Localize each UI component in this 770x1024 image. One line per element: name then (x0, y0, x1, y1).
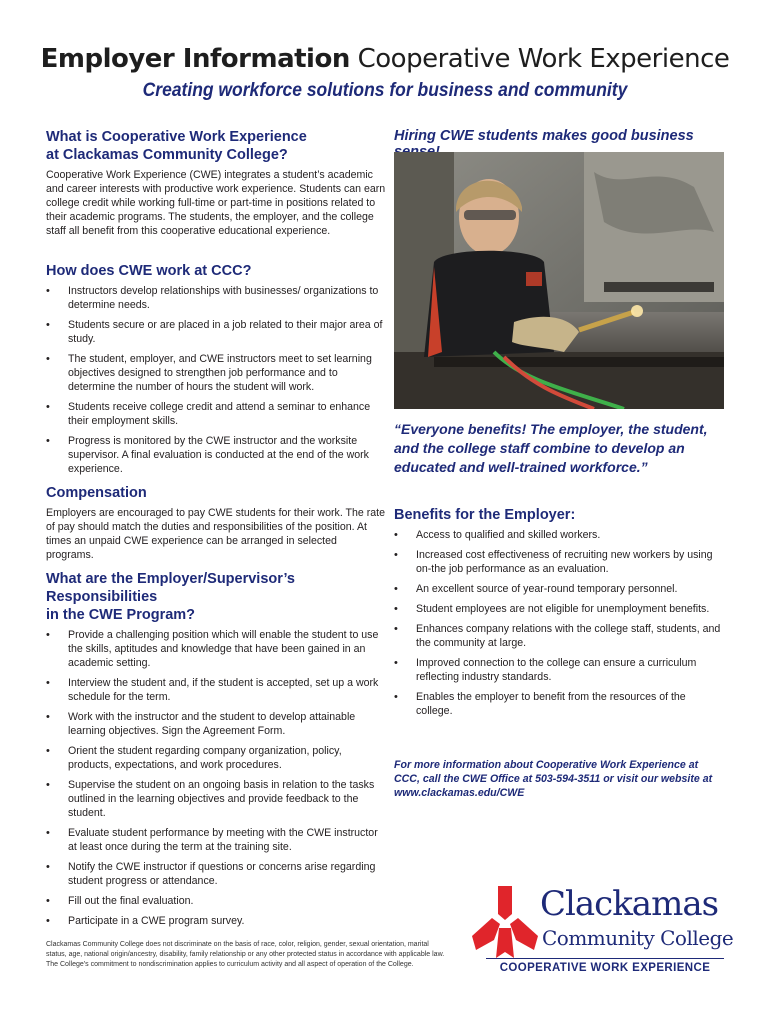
employer-benefits-list (394, 528, 724, 718)
employer-benefits-section (394, 506, 724, 724)
logo-divider (486, 958, 724, 959)
list-item: • Interview the student and, if the student is accepted, set up a work schedule for the term. (46, 676, 386, 704)
list-item: • Fill out the final evaluation. (46, 894, 386, 908)
responsibilities-heading-line2: in the CWE Program? (46, 607, 196, 623)
title-bold: Employer Information (40, 44, 350, 74)
page-subtitle: Creating workforce solutions for business and community (142, 80, 628, 101)
page-title (0, 44, 770, 74)
how-cwe-works-section (46, 262, 386, 482)
list-item: • Access to qualified and skilled workers. (394, 528, 724, 542)
testimonial-quote: “Everyone benefits! The employer, the student, and the college staff combine to develop an educated and well-trained workforce.” (394, 421, 708, 475)
logo-tagline: COOPERATIVE WORK EXPERIENCE (499, 962, 711, 974)
list-item: • Student employees are not eligible for unemployment benefits. (394, 602, 724, 616)
compensation-heading: Compensation (46, 485, 147, 501)
list-item: • Increased cost effectiveness of recruiting new workers by using on-the job performance as an evaluation. (394, 548, 724, 576)
list-item: • Instructors develop relationships with businesses/ organizations to determine needs. (46, 284, 386, 312)
what-heading-line2: at Clackamas Community College? (46, 147, 288, 163)
how-cwe-works-heading: How does CWE work at CCC? (46, 263, 252, 279)
compensation-section (46, 484, 386, 562)
list-item: • Students secure or are placed in a job related to their major area of study. (46, 318, 386, 346)
list-item: • Evaluate student performance by meeting with the CWE instructor at least once during the term at the training site. (46, 826, 386, 854)
list-item: • Enables the employer to benefit from the resources of the college. (394, 690, 724, 718)
how-cwe-works-list (46, 284, 386, 476)
responsibilities-heading-line1: What are the Employer/Supervisor’s Responsibilities (46, 571, 295, 605)
clackamas-emblem-icon (472, 884, 538, 960)
list-item: • Students receive college credit and attend a seminar to enhance their employment skills. (46, 400, 386, 428)
employer-benefits-heading: Benefits for the Employer: (394, 507, 576, 523)
logo-name-line1: Clackamas (540, 884, 719, 924)
more-information-text: For more information about Cooperative Work Experience at CCC, call the CWE Office at 503-594-3511 or visit our website at www.clackamas.edu/CWE (394, 759, 713, 799)
what-is-cwe-body: Cooperative Work Experience (CWE) integrates a student’s academic and career interests with productive work experience. Students can earn college credit while working full-time or part-time in positions related to their academic programs. The students, the employer, and the college staff all benefit from this cooperative educational experience. (46, 169, 386, 237)
list-item: • Work with the instructor and the student to develop attainable learning objectives. Sign the Agreement Form. (46, 710, 386, 738)
list-item: • Orient the student regarding company organization, policy, products, expectations, and work procedures. (46, 744, 386, 772)
compensation-body: Employers are encouraged to pay CWE students for their work. The rate of pay should match the duties and responsibilities of the position. At times an unpaid CWE experience can be arranged in selected programs. (46, 507, 385, 561)
logo-name-line2: Community College (542, 926, 734, 950)
list-item: • Improved connection to the college can ensure a curriculum reflecting industry standards. (394, 656, 724, 684)
what-is-cwe-heading (46, 128, 386, 164)
list-item: • Provide a challenging position which will enable the student to use the skills, aptitudes and knowledge that have been gained in an academic setting. (46, 628, 386, 670)
list-item: • Notify the CWE instructor if questions or concerns arise regarding student progress or attendance. (46, 860, 386, 888)
title-rest: Cooperative Work Experience (357, 44, 730, 74)
list-item: • Progress is monitored by the CWE instructor and the worksite supervisor. A final evaluation is conducted at the end of the work experience. (46, 434, 386, 476)
responsibilities-heading (46, 570, 386, 624)
hiring-heading: Hiring CWE students makes good business (394, 128, 694, 144)
list-item: • Enhances company relations with the college staff, students, and the community at large. (394, 622, 724, 650)
welding-student-photo (394, 152, 724, 409)
responsibilities-list (46, 628, 386, 928)
what-heading-line1: What is Cooperative Work Experience (46, 129, 307, 145)
list-item: • The student, employer, and CWE instructors meet to set learning objectives designed to strengthen job performance and to determine the number of hours the student will work. (46, 352, 386, 394)
what-is-cwe-section (46, 128, 386, 238)
responsibilities-section (46, 570, 386, 934)
welding-photo-illustration (394, 152, 724, 409)
clackamas-logo (472, 880, 734, 976)
list-item: • An excellent source of year-round temporary personnel. (394, 582, 724, 596)
nondiscrimination-statement: Clackamas Community College does not discriminate on the basis of race, color, religion, gender, sexual orientation, marital status, age, national origin/ancestry, disability, family relationship or any other protected status in accordance with applicable law. The College’s commitment to nondiscrimination applies to curriculum activity and all aspect of operation of the College. (46, 941, 445, 968)
list-item: • Participate in a CWE program survey. (46, 914, 386, 928)
list-item: • Supervise the student on an ongoing basis in relation to the tasks outlined in the learning objectives and provide feedback to the student. (46, 778, 386, 820)
